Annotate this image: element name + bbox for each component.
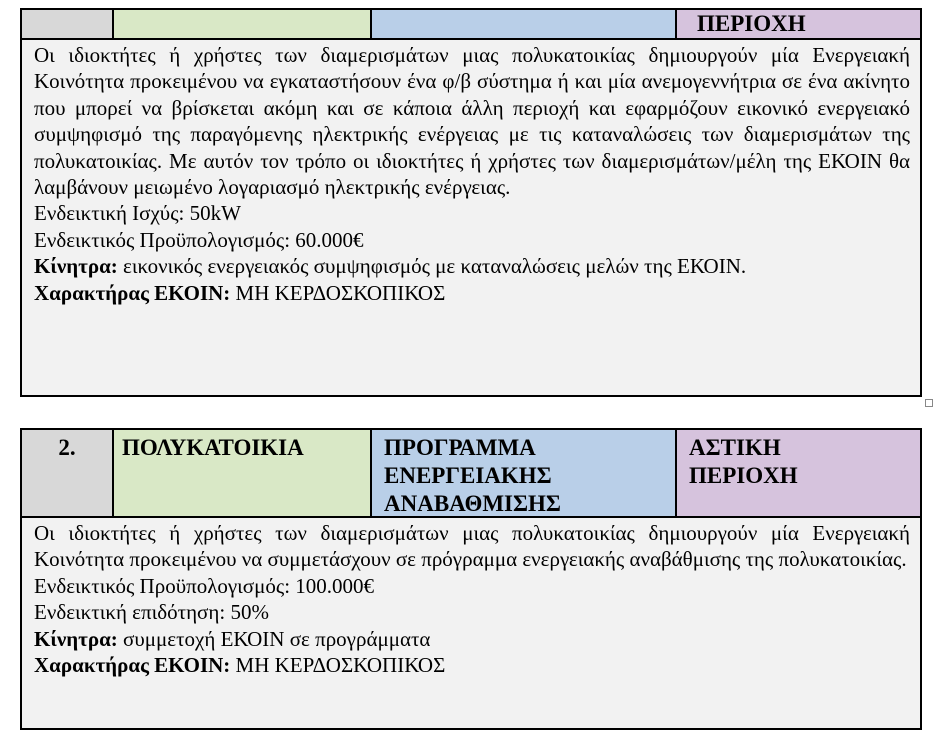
category-cell: ΠΟΛΥΚΑΤΟΙΚΙΑ <box>114 430 372 516</box>
description-cell <box>20 40 922 397</box>
project-card-2 <box>20 428 922 730</box>
incentives-value: εικονικός ενεργειακός συμψηφισμός με καταναλώσεις μελών της ΕΚΟΙΝ. <box>117 254 747 279</box>
description-text: Οι ιδιοκτήτες ή χρήστες των διαμερισμάτων μιας πολυκατοικίας δημιουργούν μία Ενεργειακή Κοινότητα προκειμένου να συμμετάσχουν σε πρόγραμμα ενεργειακής αναβάθμισης της πολυκατοικίας. <box>34 521 910 572</box>
character-value: ΜΗ ΚΕΡΔΟΣΚΟΠΙΚΟΣ <box>230 280 446 305</box>
category-cell <box>114 10 372 38</box>
description-text: Οι ιδιοκτήτες ή χρήστες των διαμερισμάτων μιας πολυκατοικίας δημιουργούν μία Ενεργειακή Κοινότητα προκειμένου να εγκαταστήσουν ένα φ/β σύστημα ή και μία ανεμογεννήτρια σε ένα ακίνητο που μπορεί να βρίσκεται ακόμη και σε κάποια άλλη περιοχή και εφαρμόζουν εικονικό ενεργειακό συμψηφισμό της παραγόμενης ηλεκτρικής ενέργειας με τις καταναλώσεις των διαμερισμάτων της πολυκατοικίας. Με αυτόν τον τρόπο οι ιδιοκτήτες ή χρήστες των διαμερισμάτων/μέλη της ΕΚΟΙΝ θα λαμβάνουν μειωμένο λογαριασμό ηλεκτρικής ενέργειας. <box>34 43 910 200</box>
subsidy-text: Ενδεικτική επιδότηση: 50% <box>34 600 269 625</box>
character-line <box>34 652 910 678</box>
program-cell: ΠΡΟΓΡΑΜΜΑ ΕΝΕΡΓΕΙΑΚΗΣ ΑΝΑΒΑΘΜΙΣΗΣ <box>372 430 677 516</box>
incentives-label: Κίνητρα: <box>34 626 118 651</box>
header-row <box>20 8 922 40</box>
power-text: Ενδεικτική Ισχύς: 50kW <box>34 201 241 226</box>
budget-text: Ενδεικτικός Προϋπολογισμός: 100.000€ <box>34 573 375 598</box>
description-cell <box>20 518 922 730</box>
character-line <box>34 280 910 306</box>
incentives-line <box>34 253 910 279</box>
header-row <box>20 428 922 518</box>
project-card-1 <box>20 8 922 397</box>
program-cell <box>372 10 677 38</box>
number-cell <box>22 10 114 38</box>
area-cell: ΠΕΡΙΟΧΗ <box>677 10 920 38</box>
number-cell: 2. <box>22 430 114 516</box>
budget-text: Ενδεικτικός Προϋπολογισμός: 60.000€ <box>34 227 364 252</box>
incentives-label: Κίνητρα: <box>34 254 118 279</box>
character-value: ΜΗ ΚΕΡΔΟΣΚΟΠΙΚΟΣ <box>230 653 446 678</box>
incentives-line <box>34 626 910 652</box>
character-label: Χαρακτήρας ΕΚΟΙΝ: <box>34 280 231 305</box>
table-resize-handle[interactable] <box>925 399 933 407</box>
incentives-value: συμμετοχή ΕΚΟΙΝ σε προγράμματα <box>117 626 431 651</box>
character-label: Χαρακτήρας ΕΚΟΙΝ: <box>34 653 231 678</box>
area-cell: ΑΣΤΙΚΗ ΠΕΡΙΟΧΗ <box>677 430 920 516</box>
